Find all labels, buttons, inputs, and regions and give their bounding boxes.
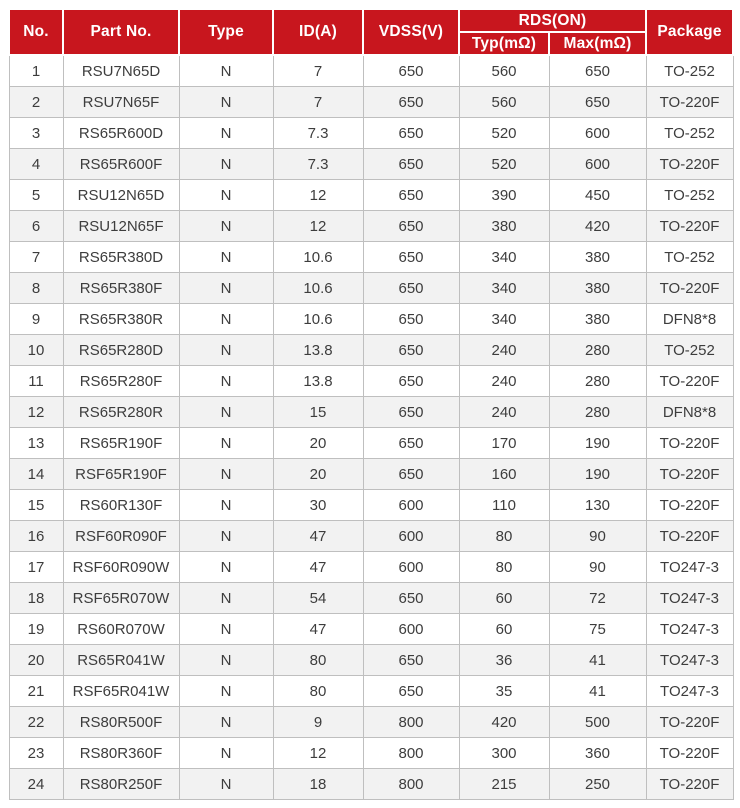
table-cell: 380 [549, 273, 646, 304]
table-cell: 54 [273, 583, 363, 614]
table-cell: 13.8 [273, 335, 363, 366]
table-cell: 36 [459, 645, 549, 676]
table-cell: 19 [9, 614, 63, 645]
table-cell: 170 [459, 428, 549, 459]
table-row [9, 273, 733, 304]
table-cell: RS65R280F [63, 366, 179, 397]
table-cell: 47 [273, 552, 363, 583]
table-cell: N [179, 335, 273, 366]
table-cell: 650 [363, 55, 459, 87]
table-cell: 520 [459, 118, 549, 149]
table-cell: 800 [363, 769, 459, 800]
table-cell: 7 [9, 242, 63, 273]
table-row [9, 769, 733, 800]
table-cell: 520 [459, 149, 549, 180]
table-row [9, 55, 733, 87]
table-cell: 5 [9, 180, 63, 211]
col-header-part-no: Part No. [63, 9, 179, 55]
table-cell: N [179, 366, 273, 397]
table-cell: 240 [459, 366, 549, 397]
table-cell: 240 [459, 335, 549, 366]
table-cell: 380 [549, 304, 646, 335]
table-cell: 340 [459, 273, 549, 304]
table-cell: TO-220F [646, 149, 733, 180]
table-cell: TO-252 [646, 118, 733, 149]
table-cell: N [179, 676, 273, 707]
table-cell: 10 [9, 335, 63, 366]
table-row [9, 149, 733, 180]
table-cell: RS60R070W [63, 614, 179, 645]
col-header-id-a: ID(A) [273, 9, 363, 55]
table-cell: 75 [549, 614, 646, 645]
table-cell: 340 [459, 242, 549, 273]
table-cell: 41 [549, 676, 646, 707]
table-cell: 60 [459, 614, 549, 645]
col-header-max: Max(mΩ) [549, 32, 646, 55]
table-cell: 12 [273, 180, 363, 211]
table-cell: DFN8*8 [646, 304, 733, 335]
header-row-top [9, 9, 733, 32]
table-cell: 16 [9, 521, 63, 552]
table-cell: 12 [273, 738, 363, 769]
table-cell: N [179, 707, 273, 738]
table-cell: 9 [9, 304, 63, 335]
table-cell: 13.8 [273, 366, 363, 397]
table-cell: RS65R280D [63, 335, 179, 366]
table-cell: 250 [549, 769, 646, 800]
table-cell: TO-220F [646, 521, 733, 552]
table-cell: 450 [549, 180, 646, 211]
table-row [9, 211, 733, 242]
table-cell: RSF65R190F [63, 459, 179, 490]
table-cell: 47 [273, 521, 363, 552]
table-cell: 15 [273, 397, 363, 428]
table-cell: 300 [459, 738, 549, 769]
table-cell: RSF65R070W [63, 583, 179, 614]
table-cell: TO247-3 [646, 583, 733, 614]
table-cell: RS65R280R [63, 397, 179, 428]
table-cell: RSU12N65D [63, 180, 179, 211]
table-cell: 13 [9, 428, 63, 459]
table-cell: 800 [363, 738, 459, 769]
table-cell: N [179, 521, 273, 552]
table-cell: 600 [363, 490, 459, 521]
table-cell: 110 [459, 490, 549, 521]
table-cell: 560 [459, 55, 549, 87]
table-cell: 7 [273, 87, 363, 118]
table-cell: 650 [363, 242, 459, 273]
table-cell: 12 [273, 211, 363, 242]
table-cell: 24 [9, 769, 63, 800]
table-row [9, 335, 733, 366]
table-cell: 90 [549, 521, 646, 552]
table-cell: 18 [273, 769, 363, 800]
table-row [9, 676, 733, 707]
table-row [9, 242, 733, 273]
table-cell: N [179, 397, 273, 428]
table-cell: 240 [459, 397, 549, 428]
table-cell: RSU7N65F [63, 87, 179, 118]
table-cell: RS80R360F [63, 738, 179, 769]
table-body [9, 55, 733, 800]
table-cell: 10.6 [273, 304, 363, 335]
table-cell: 10.6 [273, 242, 363, 273]
table-cell: TO-252 [646, 335, 733, 366]
table-header [9, 9, 733, 55]
col-header-no: No. [9, 9, 63, 55]
table-cell: N [179, 490, 273, 521]
table-cell: 500 [549, 707, 646, 738]
table-cell: RSU7N65D [63, 55, 179, 87]
table-cell: 650 [363, 180, 459, 211]
table-cell: 650 [363, 583, 459, 614]
table-cell: N [179, 614, 273, 645]
table-cell: 15 [9, 490, 63, 521]
table-cell: 650 [363, 149, 459, 180]
table-cell: RS65R600D [63, 118, 179, 149]
table-cell: 21 [9, 676, 63, 707]
table-cell: 380 [459, 211, 549, 242]
table-cell: 650 [363, 397, 459, 428]
table-cell: 20 [273, 459, 363, 490]
table-cell: RS65R380F [63, 273, 179, 304]
col-header-package: Package [646, 9, 733, 55]
table-cell: RSU12N65F [63, 211, 179, 242]
table-cell: 650 [363, 428, 459, 459]
table-cell: 280 [549, 335, 646, 366]
table-row [9, 738, 733, 769]
table-cell: 60 [459, 583, 549, 614]
table-cell: TO-220F [646, 366, 733, 397]
table-cell: N [179, 552, 273, 583]
table-cell: 10.6 [273, 273, 363, 304]
table-cell: 80 [459, 521, 549, 552]
table-row [9, 490, 733, 521]
table-cell: 35 [459, 676, 549, 707]
table-cell: N [179, 769, 273, 800]
table-cell: RS80R250F [63, 769, 179, 800]
table-row [9, 645, 733, 676]
table-cell: 14 [9, 459, 63, 490]
table-cell: 12 [9, 397, 63, 428]
table-row [9, 397, 733, 428]
table-cell: TO-220F [646, 490, 733, 521]
table-cell: 190 [549, 428, 646, 459]
table-cell: RS65R600F [63, 149, 179, 180]
table-cell: 600 [363, 614, 459, 645]
table-cell: TO-252 [646, 180, 733, 211]
table-cell: 600 [363, 521, 459, 552]
table-cell: RS65R380D [63, 242, 179, 273]
table-cell: 390 [459, 180, 549, 211]
table-cell: 1 [9, 55, 63, 87]
table-cell: 650 [363, 118, 459, 149]
table-row [9, 614, 733, 645]
table-cell: N [179, 55, 273, 87]
table-cell: 18 [9, 583, 63, 614]
table-cell: 2 [9, 87, 63, 118]
table-cell: 650 [363, 273, 459, 304]
table-cell: 7.3 [273, 118, 363, 149]
table-cell: 600 [363, 552, 459, 583]
table-cell: 22 [9, 707, 63, 738]
table-cell: N [179, 87, 273, 118]
col-header-vdss: VDSS(V) [363, 9, 459, 55]
table-cell: 650 [363, 366, 459, 397]
table-row [9, 428, 733, 459]
table-cell: 190 [549, 459, 646, 490]
table-cell: 650 [363, 645, 459, 676]
table-cell: 80 [273, 645, 363, 676]
table-cell: RS60R130F [63, 490, 179, 521]
table-cell: N [179, 149, 273, 180]
table-cell: 4 [9, 149, 63, 180]
table-cell: 3 [9, 118, 63, 149]
table-row [9, 707, 733, 738]
col-header-rds-on: RDS(ON) [459, 9, 646, 32]
table-row [9, 304, 733, 335]
table-cell: TO-220F [646, 428, 733, 459]
table-cell: 80 [273, 676, 363, 707]
table-cell: 8 [9, 273, 63, 304]
table-cell: 600 [549, 118, 646, 149]
table-cell: 650 [363, 211, 459, 242]
table-row [9, 366, 733, 397]
table-cell: 9 [273, 707, 363, 738]
table-cell: TO-220F [646, 459, 733, 490]
table-cell: 17 [9, 552, 63, 583]
table-cell: 215 [459, 769, 549, 800]
table-cell: 160 [459, 459, 549, 490]
table-cell: 650 [363, 87, 459, 118]
table-cell: 30 [273, 490, 363, 521]
table-cell: TO247-3 [646, 614, 733, 645]
table-cell: 600 [549, 149, 646, 180]
table-cell: 420 [459, 707, 549, 738]
table-cell: N [179, 583, 273, 614]
table-cell: TO247-3 [646, 676, 733, 707]
table-cell: N [179, 242, 273, 273]
table-cell: 650 [363, 459, 459, 490]
table-cell: 280 [549, 366, 646, 397]
table-cell: 130 [549, 490, 646, 521]
table-cell: N [179, 180, 273, 211]
table-cell: RS65R041W [63, 645, 179, 676]
table-cell: N [179, 645, 273, 676]
table-cell: N [179, 304, 273, 335]
table-row [9, 459, 733, 490]
col-header-typ: Typ(mΩ) [459, 32, 549, 55]
table-cell: RSF60R090F [63, 521, 179, 552]
table-cell: 380 [549, 242, 646, 273]
table-cell: 23 [9, 738, 63, 769]
table-cell: 20 [273, 428, 363, 459]
table-row [9, 87, 733, 118]
table-cell: N [179, 273, 273, 304]
col-header-type: Type [179, 9, 273, 55]
table-cell: 560 [459, 87, 549, 118]
table-row [9, 521, 733, 552]
table-cell: N [179, 738, 273, 769]
table-cell: 650 [363, 335, 459, 366]
table-cell: TO-220F [646, 738, 733, 769]
table-cell: TO247-3 [646, 645, 733, 676]
table-cell: 800 [363, 707, 459, 738]
table-cell: 340 [459, 304, 549, 335]
table-cell: RS80R500F [63, 707, 179, 738]
table-cell: 360 [549, 738, 646, 769]
table-cell: TO-252 [646, 242, 733, 273]
table-cell: 650 [363, 676, 459, 707]
table-cell: 6 [9, 211, 63, 242]
table-cell: DFN8*8 [646, 397, 733, 428]
table-cell: TO-252 [646, 55, 733, 87]
table-cell: RSF60R090W [63, 552, 179, 583]
table-cell: 90 [549, 552, 646, 583]
table-row [9, 552, 733, 583]
table-cell: 650 [363, 304, 459, 335]
table-cell: 650 [549, 87, 646, 118]
table-cell: 280 [549, 397, 646, 428]
table-cell: TO-220F [646, 87, 733, 118]
table-cell: 7.3 [273, 149, 363, 180]
table-cell: N [179, 118, 273, 149]
table-cell: TO-220F [646, 273, 733, 304]
table-cell: 11 [9, 366, 63, 397]
table-row [9, 583, 733, 614]
table-cell: 80 [459, 552, 549, 583]
table-row [9, 180, 733, 211]
table-cell: 41 [549, 645, 646, 676]
table-cell: RS65R380R [63, 304, 179, 335]
table-cell: N [179, 428, 273, 459]
table-cell: 72 [549, 583, 646, 614]
table-cell: 650 [549, 55, 646, 87]
table-cell: 420 [549, 211, 646, 242]
table-cell: N [179, 459, 273, 490]
table-cell: RSF65R041W [63, 676, 179, 707]
table-cell: TO-220F [646, 707, 733, 738]
table-cell: 7 [273, 55, 363, 87]
mosfet-spec-table [8, 8, 734, 800]
table-cell: 47 [273, 614, 363, 645]
table-cell: TO-220F [646, 211, 733, 242]
table-cell: N [179, 211, 273, 242]
table-row [9, 118, 733, 149]
table-cell: RS65R190F [63, 428, 179, 459]
table-cell: 20 [9, 645, 63, 676]
table-cell: TO-220F [646, 769, 733, 800]
table-cell: TO247-3 [646, 552, 733, 583]
